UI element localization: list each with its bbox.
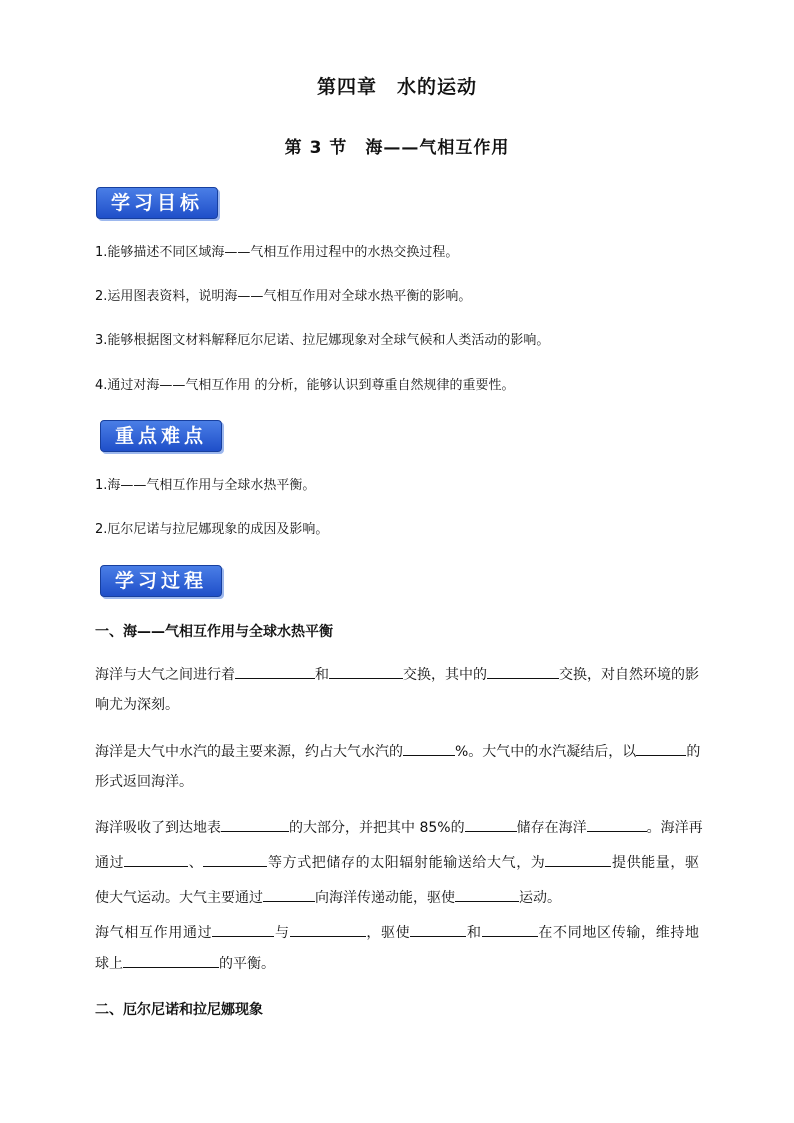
fill-blank[interactable] xyxy=(221,817,289,832)
objectives-badge: 学习目标 xyxy=(96,187,218,219)
fill-blank[interactable] xyxy=(203,852,267,867)
part2-heading: 二、厄尔尼诺和拉尼娜现象 xyxy=(95,1002,263,1018)
paragraph-energy: 海洋吸收了到达地表 的大部分，并把其中 85%的 储存在海洋 。海洋再 通过 、 等方式把储存的太阳辐射能输送给大气，为 提供能量，驱 使大气运动。大气主要通过 向海洋传递动能，驱使 运动。 xyxy=(95,817,699,908)
section-title: 第 3 节 海——气相互作用 xyxy=(284,138,510,158)
fill-blank[interactable] xyxy=(545,852,611,867)
chapter-title: 第四章 水的运动 xyxy=(316,76,477,98)
fill-blank[interactable] xyxy=(329,664,403,679)
paragraph-balance: 海气相互作用通过 与 ，驱使 和 在不同地区传输，维持地 球上 的平衡。 xyxy=(95,922,699,974)
fill-blank[interactable] xyxy=(235,664,315,679)
key-point-item-2: 2.厄尔尼诺与拉尼娜现象的成因及影响。 xyxy=(95,522,329,537)
key-point-item-1: 1.海——气相互作用与全球水热平衡。 xyxy=(95,478,316,493)
fill-blank[interactable] xyxy=(455,887,519,902)
fill-blank[interactable] xyxy=(123,953,219,968)
objective-item-4: 4.通过对海——气相互作用 的分析，能够认识到尊重自然规律的重要性。 xyxy=(95,378,515,393)
fill-blank[interactable] xyxy=(124,852,188,867)
part1-heading: 一、海——气相互作用与全球水热平衡 xyxy=(95,624,333,640)
fill-blank[interactable] xyxy=(636,741,686,756)
objective-item-3: 3.能够根据图文材料解释厄尔尼诺、拉尼娜现象对全球气候和人类活动的影响。 xyxy=(95,333,550,348)
fill-blank[interactable] xyxy=(403,741,455,756)
fill-blank[interactable] xyxy=(482,922,538,937)
fill-blank[interactable] xyxy=(290,922,366,937)
objective-item-1: 1.能够描述不同区域海——气相互作用过程中的水热交换过程。 xyxy=(95,245,459,260)
paragraph-water-vapor: 海洋是大气中水汽的最主要来源，约占大气水汽的 %。大气中的水汽凝结后，以 的 形式返回海洋。 xyxy=(95,741,699,792)
fill-blank[interactable] xyxy=(465,817,517,832)
fill-blank[interactable] xyxy=(587,817,647,832)
paragraph-exchange: 海洋与大气之间进行着 和 交换，其中的 交换，对自然环境的影 响尤为深刻。 xyxy=(95,664,699,715)
objective-item-2: 2.运用图表资料，说明海——气相互作用对全球水热平衡的影响。 xyxy=(95,289,472,304)
fill-blank[interactable] xyxy=(487,664,559,679)
fill-blank[interactable] xyxy=(263,887,315,902)
fill-blank[interactable] xyxy=(212,922,274,937)
fill-blank[interactable] xyxy=(410,922,466,937)
process-badge: 学习过程 xyxy=(100,565,222,597)
key-points-badge: 重点难点 xyxy=(100,420,222,452)
